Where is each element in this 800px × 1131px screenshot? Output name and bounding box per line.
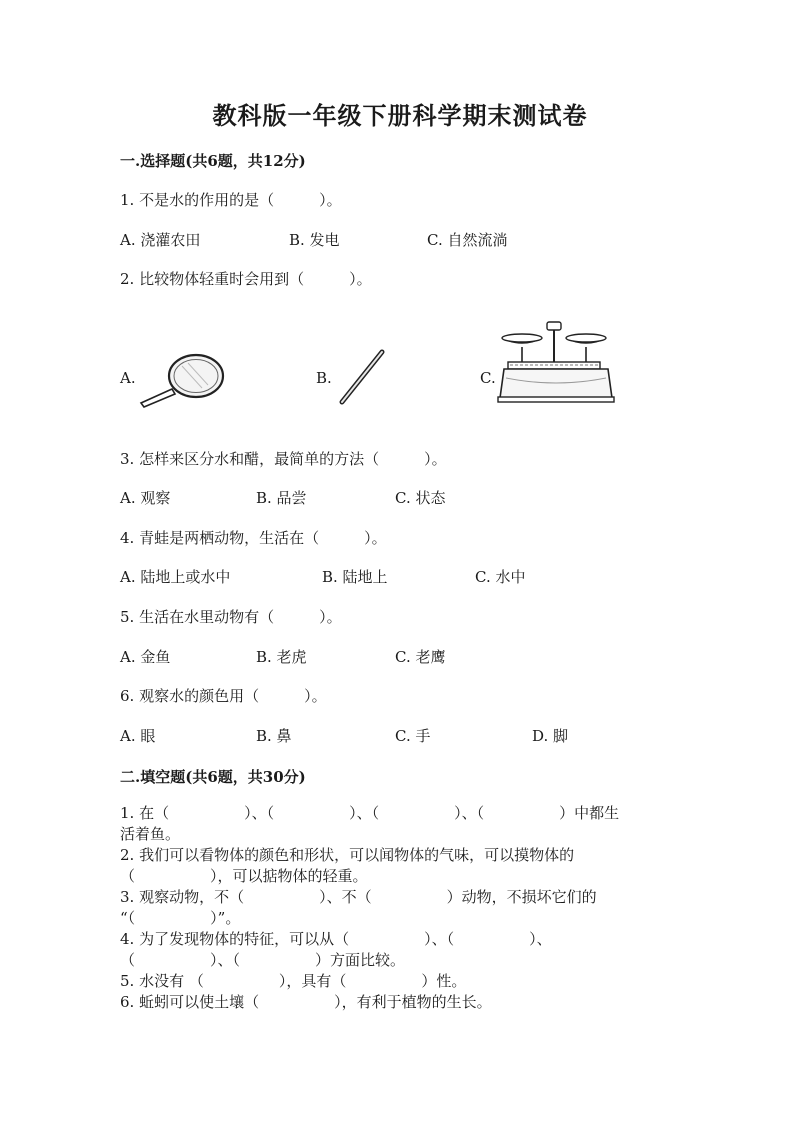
- question-6: 6. 观察水的颜色用（ ）。: [120, 687, 327, 705]
- fill-item-line: 6. 蚯蚓可以使土壤（ ），有利于植物的生长。: [120, 993, 492, 1011]
- fill-item-line: 2. 我们可以看物体的颜色和形状，可以闻物体的气味，可以摸物体的: [120, 846, 575, 864]
- question-2: 2. 比较物体轻重时会用到（ ）。: [120, 270, 372, 288]
- fill-item-line: （ ），可以掂物体的轻重。: [120, 866, 368, 885]
- option-6a: A. 眼: [120, 727, 156, 745]
- fill-item-line: （ ）、（ ）方面比较。: [120, 950, 406, 969]
- option-1b: B. 发电: [289, 231, 340, 249]
- fill-item-line: 5. 水没有 （ ），具有（ ）性。: [120, 972, 467, 990]
- section-heading-fill: 二.填空题(共6题，共30分): [120, 768, 306, 786]
- option-4c: C. 水中: [475, 568, 526, 586]
- fill-item-2: [120, 845, 680, 886]
- option-3c: C. 状态: [395, 489, 446, 507]
- question-3: 3. 怎样来区分水和醋，最简单的方法（ ）。: [120, 450, 447, 468]
- fill-item-line: 3. 观察动物，不（ ）、不（ ）动物，不损坏它们的: [120, 888, 597, 906]
- option-1a: A. 浇灌农田: [120, 231, 201, 249]
- fill-item-3: [120, 887, 680, 928]
- option-3b: B. 品尝: [256, 489, 307, 507]
- option-5b: B. 老虎: [256, 648, 307, 666]
- option-6d: D. 脚: [532, 727, 569, 745]
- question-5: 5. 生活在水里动物有（ ）。: [120, 608, 342, 626]
- question-4: 4. 青蛙是两栖动物，生活在（ ）。: [120, 529, 387, 547]
- option-2c: C.: [480, 369, 496, 387]
- fill-item-4: [120, 929, 680, 970]
- option-1c: C. 自然流淌: [427, 231, 508, 249]
- option-3a: A. 观察: [120, 489, 171, 507]
- fill-item-line: “（ ）”。: [120, 908, 241, 927]
- option-2a: A.: [120, 369, 136, 387]
- option-6b: B. 鼻: [256, 727, 292, 745]
- section-heading-choice: 一.选择题(共6题，共12分): [120, 152, 306, 170]
- option-4a: A. 陆地上或水中: [120, 568, 231, 586]
- page-title: 教科版一年级下册科学期末测试卷: [212, 101, 588, 130]
- option-5a: A. 金鱼: [120, 648, 171, 666]
- fill-item-line: 活着鱼。: [120, 824, 181, 843]
- option-2b: B.: [316, 369, 332, 387]
- balance-scale-icon: [496, 318, 616, 404]
- magnifying-glass-icon: [136, 352, 230, 408]
- question-1: 1. 不是水的作用的是（ ）。: [120, 191, 342, 209]
- option-5c: C. 老鹰: [395, 648, 446, 666]
- fill-item-5: [120, 971, 680, 992]
- fill-item-line: 1. 在（ ）、（ ）、（ ）、（ ）中都生: [120, 804, 620, 822]
- fill-item-1: [120, 803, 680, 844]
- fill-item-line: 4. 为了发现物体的特征，可以从（ ）、（ ）、: [120, 930, 552, 948]
- stick-icon: [334, 346, 390, 408]
- option-6c: C. 手: [395, 727, 431, 745]
- fill-item-6: [120, 992, 680, 1013]
- option-4b: B. 陆地上: [322, 568, 388, 586]
